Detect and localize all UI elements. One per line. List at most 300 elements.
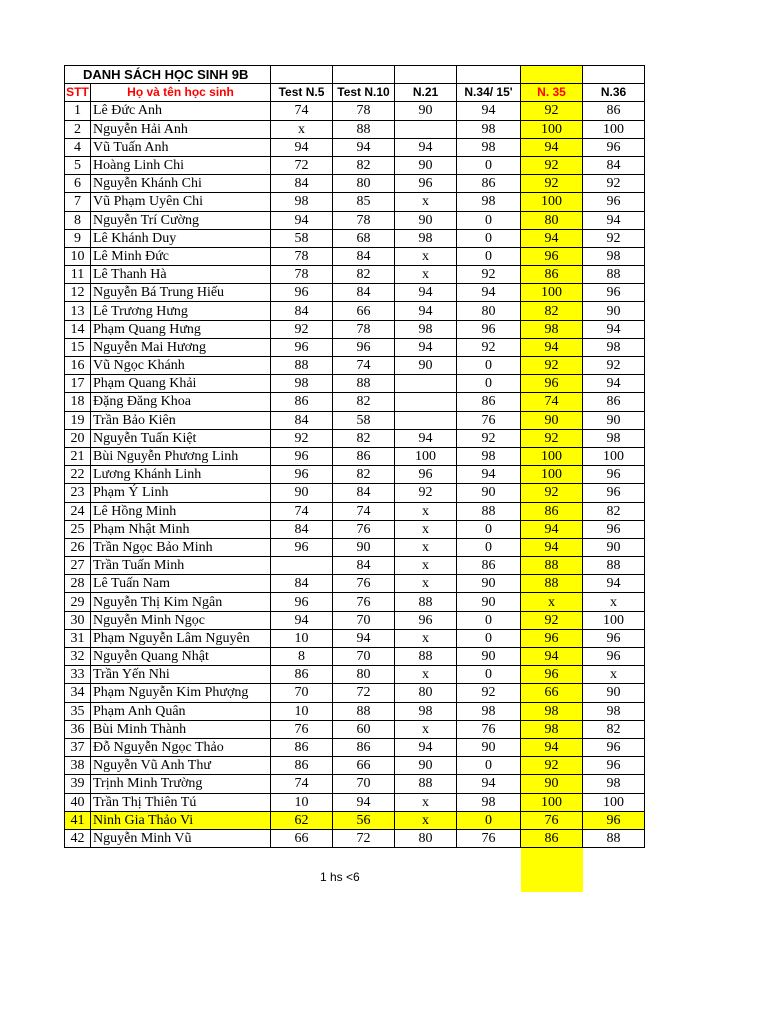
cell-stt: 9	[65, 229, 91, 247]
cell-student-name: Trần Yến Nhi	[91, 666, 271, 684]
table-row	[65, 120, 645, 138]
table-row	[65, 411, 645, 429]
cell-student-name: Nguyễn Minh Ngọc	[91, 611, 271, 629]
header-row	[65, 84, 645, 102]
cell-n36: 92	[583, 357, 645, 375]
cell-n36: 90	[583, 411, 645, 429]
cell-stt: 30	[65, 611, 91, 629]
cell-test-n5: 66	[271, 829, 333, 847]
cell-test-n10: 76	[333, 575, 395, 593]
cell-n21: 94	[395, 284, 457, 302]
table-row	[65, 211, 645, 229]
cell-stt: 22	[65, 466, 91, 484]
cell-test-n10: 82	[333, 429, 395, 447]
cell-student-name: Nguyễn Khánh Chi	[91, 175, 271, 193]
cell-n34: 0	[457, 538, 521, 556]
cell-stt: 34	[65, 684, 91, 702]
cell-student-name: Nguyễn Thị Kim Ngân	[91, 593, 271, 611]
cell-student-name: Nguyễn Tuấn Kiệt	[91, 429, 271, 447]
cell-test-n5: 84	[271, 175, 333, 193]
cell-n35: 100	[521, 466, 583, 484]
cell-n36: x	[583, 666, 645, 684]
table-row	[65, 593, 645, 611]
cell-student-name: Phạm Nguyễn Kim Phượng	[91, 684, 271, 702]
cell-test-n10: 68	[333, 229, 395, 247]
cell-n36: 100	[583, 120, 645, 138]
table-row	[65, 284, 645, 302]
cell-n35: 98	[521, 720, 583, 738]
cell-n36: 96	[583, 484, 645, 502]
table-row	[65, 375, 645, 393]
cell-stt: 28	[65, 575, 91, 593]
header-student-name: Họ và tên học sinh	[91, 84, 271, 102]
cell-test-n5: 86	[271, 738, 333, 756]
cell-n36: 88	[583, 557, 645, 575]
cell-n35: 88	[521, 557, 583, 575]
cell-n36: 84	[583, 156, 645, 174]
cell-n35: 92	[521, 429, 583, 447]
cell-n35: 92	[521, 156, 583, 174]
cell-stt: 35	[65, 702, 91, 720]
cell-test-n5: 94	[271, 211, 333, 229]
cell-n36: 94	[583, 375, 645, 393]
cell-student-name: Lê Hồng Minh	[91, 502, 271, 520]
cell-n35: 92	[521, 757, 583, 775]
cell-test-n10: 84	[333, 284, 395, 302]
cell-student-name: Nguyễn Trí Cường	[91, 211, 271, 229]
cell-n35: 94	[521, 738, 583, 756]
cell-test-n5: 74	[271, 502, 333, 520]
cell-stt: 13	[65, 302, 91, 320]
cell-n21	[395, 393, 457, 411]
cell-stt: 29	[65, 593, 91, 611]
cell-n36: 100	[583, 793, 645, 811]
cell-n21: 96	[395, 466, 457, 484]
cell-test-n10: 94	[333, 629, 395, 647]
table-row	[65, 338, 645, 356]
cell-n34: 94	[457, 102, 521, 120]
cell-n21: 90	[395, 211, 457, 229]
cell-n36: 96	[583, 811, 645, 829]
cell-n34: 0	[457, 247, 521, 265]
cell-n21: x	[395, 557, 457, 575]
header-n35: N. 35	[521, 84, 583, 102]
title-row	[65, 66, 645, 84]
cell-n34: 0	[457, 811, 521, 829]
cell-stt: 25	[65, 520, 91, 538]
cell-test-n5: 76	[271, 720, 333, 738]
cell-n36: 90	[583, 302, 645, 320]
cell-n34: 76	[457, 411, 521, 429]
header-test-n5: Test N.5	[271, 84, 333, 102]
cell-n36: 90	[583, 684, 645, 702]
cell-test-n5: 94	[271, 611, 333, 629]
cell-student-name: Trần Bảo Kiên	[91, 411, 271, 429]
header-stt: STT	[65, 84, 91, 102]
cell-n35: 92	[521, 611, 583, 629]
cell-test-n10: 70	[333, 611, 395, 629]
cell-n21: x	[395, 538, 457, 556]
cell-n35: 90	[521, 411, 583, 429]
cell-stt: 16	[65, 357, 91, 375]
header-n21: N.21	[395, 84, 457, 102]
cell-n34: 80	[457, 302, 521, 320]
cell-test-n10: 82	[333, 393, 395, 411]
cell-n35: 96	[521, 629, 583, 647]
cell-stt: 15	[65, 338, 91, 356]
cell-n34: 88	[457, 502, 521, 520]
cell-student-name: Vũ Phạm Uyên Chi	[91, 193, 271, 211]
cell-test-n5: 10	[271, 793, 333, 811]
cell-n35: 98	[521, 320, 583, 338]
cell-n34: 98	[457, 138, 521, 156]
cell-test-n5: 84	[271, 575, 333, 593]
cell-n35: 92	[521, 102, 583, 120]
table-row	[65, 266, 645, 284]
table-row	[65, 575, 645, 593]
cell-n36: 100	[583, 611, 645, 629]
cell-n21	[395, 120, 457, 138]
cell-stt: 18	[65, 393, 91, 411]
cell-student-name: Nguyễn Mai Hương	[91, 338, 271, 356]
cell-test-n5: 96	[271, 593, 333, 611]
cell-n21: 96	[395, 611, 457, 629]
cell-n34: 86	[457, 175, 521, 193]
cell-test-n5: 70	[271, 684, 333, 702]
cell-n21: x	[395, 266, 457, 284]
cell-n21: 90	[395, 156, 457, 174]
table-row	[65, 320, 645, 338]
cell-student-name: Nguyễn Minh Vũ	[91, 829, 271, 847]
cell-n34: 0	[457, 229, 521, 247]
table-row	[65, 302, 645, 320]
cell-n35: 82	[521, 302, 583, 320]
empty-cell	[521, 66, 583, 84]
cell-test-n10: 74	[333, 502, 395, 520]
table-row	[65, 738, 645, 756]
cell-n34: 0	[457, 375, 521, 393]
cell-n34: 86	[457, 393, 521, 411]
cell-n21: 88	[395, 775, 457, 793]
cell-n34: 0	[457, 357, 521, 375]
cell-test-n10: 94	[333, 793, 395, 811]
cell-test-n10: 58	[333, 411, 395, 429]
cell-stt: 37	[65, 738, 91, 756]
cell-n21: 94	[395, 302, 457, 320]
table-row	[65, 466, 645, 484]
cell-n21: x	[395, 666, 457, 684]
cell-n36: 92	[583, 175, 645, 193]
table-row	[65, 229, 645, 247]
cell-test-n5: 92	[271, 429, 333, 447]
cell-n21: 92	[395, 484, 457, 502]
cell-test-n5: 78	[271, 266, 333, 284]
cell-n21: 88	[395, 593, 457, 611]
table-row	[65, 538, 645, 556]
cell-n21: 94	[395, 338, 457, 356]
cell-n21: x	[395, 629, 457, 647]
cell-n34: 94	[457, 775, 521, 793]
cell-test-n10: 72	[333, 829, 395, 847]
header-test-n10: Test N.10	[333, 84, 395, 102]
cell-test-n5: 96	[271, 447, 333, 465]
cell-test-n5: 96	[271, 466, 333, 484]
cell-n36: 82	[583, 502, 645, 520]
empty-cell	[395, 66, 457, 84]
cell-test-n5	[271, 557, 333, 575]
cell-n21: x	[395, 193, 457, 211]
table-row	[65, 611, 645, 629]
cell-stt: 32	[65, 648, 91, 666]
empty-cell	[333, 66, 395, 84]
cell-n36: 100	[583, 447, 645, 465]
cell-test-n10: 72	[333, 684, 395, 702]
table-row	[65, 156, 645, 174]
cell-n35: 100	[521, 193, 583, 211]
cell-n35: 88	[521, 575, 583, 593]
cell-student-name: Phạm Quang Hưng	[91, 320, 271, 338]
cell-stt: 31	[65, 629, 91, 647]
cell-n34: 98	[457, 447, 521, 465]
cell-n21: 80	[395, 684, 457, 702]
cell-n35: 94	[521, 538, 583, 556]
sheet-title: DANH SÁCH HỌC SINH 9B	[65, 66, 271, 84]
cell-n35: 96	[521, 666, 583, 684]
table-row	[65, 102, 645, 120]
cell-n36: 90	[583, 538, 645, 556]
cell-test-n5: 74	[271, 102, 333, 120]
n35-highlight-strip	[521, 848, 583, 893]
cell-student-name: Bùi Nguyễn Phương Linh	[91, 447, 271, 465]
cell-n21: 90	[395, 357, 457, 375]
cell-n36: 92	[583, 229, 645, 247]
cell-test-n5: 62	[271, 811, 333, 829]
cell-n21: 94	[395, 138, 457, 156]
cell-n21: x	[395, 720, 457, 738]
empty-cell	[271, 66, 333, 84]
cell-student-name: Lê Trương Hưng	[91, 302, 271, 320]
empty-cell	[457, 66, 521, 84]
table-row	[65, 193, 645, 211]
cell-student-name: Nguyễn Vũ Anh Thư	[91, 757, 271, 775]
cell-n34: 0	[457, 520, 521, 538]
cell-test-n5: x	[271, 120, 333, 138]
cell-n35: 96	[521, 247, 583, 265]
cell-n36: 98	[583, 247, 645, 265]
cell-n36: 86	[583, 102, 645, 120]
table-row	[65, 429, 645, 447]
cell-n36: 98	[583, 338, 645, 356]
cell-test-n5: 10	[271, 629, 333, 647]
cell-student-name: Lương Khánh Linh	[91, 466, 271, 484]
cell-test-n10: 78	[333, 320, 395, 338]
table-row	[65, 447, 645, 465]
cell-student-name: Trần Tuấn Minh	[91, 557, 271, 575]
cell-student-name: Bùi Minh Thành	[91, 720, 271, 738]
cell-n35: 92	[521, 357, 583, 375]
cell-student-name: Phạm Anh Quân	[91, 702, 271, 720]
cell-test-n10: 86	[333, 447, 395, 465]
cell-stt: 11	[65, 266, 91, 284]
cell-n36: 88	[583, 829, 645, 847]
cell-stt: 14	[65, 320, 91, 338]
cell-student-name: Hoàng Linh Chi	[91, 156, 271, 174]
cell-n35: x	[521, 593, 583, 611]
table-row	[65, 666, 645, 684]
cell-n34: 92	[457, 266, 521, 284]
cell-n34: 96	[457, 320, 521, 338]
cell-student-name: Trần Ngọc Bảo Minh	[91, 538, 271, 556]
cell-test-n10: 66	[333, 757, 395, 775]
cell-n35: 92	[521, 175, 583, 193]
cell-stt: 20	[65, 429, 91, 447]
table-row	[65, 175, 645, 193]
cell-n35: 90	[521, 775, 583, 793]
cell-n21: x	[395, 247, 457, 265]
cell-n36: 86	[583, 393, 645, 411]
cell-stt: 21	[65, 447, 91, 465]
cell-stt: 40	[65, 793, 91, 811]
cell-n34: 0	[457, 757, 521, 775]
cell-n21: 90	[395, 757, 457, 775]
cell-test-n10: 82	[333, 156, 395, 174]
cell-n34: 90	[457, 575, 521, 593]
cell-n36: x	[583, 593, 645, 611]
cell-test-n10: 85	[333, 193, 395, 211]
cell-n34: 98	[457, 120, 521, 138]
cell-test-n10: 86	[333, 738, 395, 756]
cell-test-n10: 76	[333, 520, 395, 538]
cell-n21: 98	[395, 320, 457, 338]
cell-test-n10: 82	[333, 266, 395, 284]
cell-test-n10: 90	[333, 538, 395, 556]
cell-n35: 100	[521, 120, 583, 138]
cell-n34: 0	[457, 666, 521, 684]
cell-test-n10: 70	[333, 775, 395, 793]
cell-stt: 38	[65, 757, 91, 775]
cell-test-n5: 58	[271, 229, 333, 247]
cell-test-n10: 82	[333, 466, 395, 484]
cell-n21: 80	[395, 829, 457, 847]
cell-n21: 98	[395, 702, 457, 720]
cell-test-n5: 92	[271, 320, 333, 338]
cell-student-name: Nguyễn Quang Nhật	[91, 648, 271, 666]
cell-n34: 98	[457, 702, 521, 720]
cell-test-n10: 94	[333, 138, 395, 156]
table-row	[65, 793, 645, 811]
empty-cell	[457, 848, 521, 893]
cell-test-n5: 10	[271, 702, 333, 720]
table-row	[65, 757, 645, 775]
table-row	[65, 702, 645, 720]
cell-test-n5: 96	[271, 338, 333, 356]
cell-n21: 94	[395, 738, 457, 756]
cell-stt: 36	[65, 720, 91, 738]
table-row	[65, 648, 645, 666]
cell-n34: 90	[457, 738, 521, 756]
cell-n36: 94	[583, 211, 645, 229]
cell-student-name: Lê Khánh Duy	[91, 229, 271, 247]
cell-test-n10: 70	[333, 648, 395, 666]
cell-n36: 96	[583, 738, 645, 756]
cell-test-n10: 80	[333, 175, 395, 193]
cell-n36: 98	[583, 702, 645, 720]
cell-n35: 86	[521, 829, 583, 847]
cell-test-n10: 84	[333, 247, 395, 265]
cell-n21: x	[395, 793, 457, 811]
cell-student-name: Lê Đức Anh	[91, 102, 271, 120]
cell-n35: 74	[521, 393, 583, 411]
cell-student-name: Nguyễn Hải Anh	[91, 120, 271, 138]
table-row	[65, 393, 645, 411]
cell-n35: 98	[521, 702, 583, 720]
cell-n35: 100	[521, 447, 583, 465]
cell-test-n5: 84	[271, 520, 333, 538]
cell-test-n10: 80	[333, 666, 395, 684]
cell-test-n10: 88	[333, 702, 395, 720]
cell-n21: 98	[395, 229, 457, 247]
cell-stt: 17	[65, 375, 91, 393]
cell-n36: 96	[583, 193, 645, 211]
cell-n34: 94	[457, 466, 521, 484]
cell-n35: 86	[521, 266, 583, 284]
cell-test-n5: 72	[271, 156, 333, 174]
header-n34: N.34/ 15'	[457, 84, 521, 102]
table-row	[65, 775, 645, 793]
cell-test-n10: 88	[333, 375, 395, 393]
cell-n36: 98	[583, 775, 645, 793]
cell-n36: 94	[583, 320, 645, 338]
cell-test-n5: 86	[271, 393, 333, 411]
table-row	[65, 720, 645, 738]
cell-n34: 86	[457, 557, 521, 575]
cell-test-n5: 86	[271, 757, 333, 775]
cell-student-name: Phạm Quang Khải	[91, 375, 271, 393]
cell-n35: 94	[521, 648, 583, 666]
empty-cell	[583, 848, 645, 893]
cell-student-name: Đỗ Nguyễn Ngọc Thảo	[91, 738, 271, 756]
table-row	[65, 357, 645, 375]
cell-n36: 88	[583, 266, 645, 284]
cell-n34: 92	[457, 338, 521, 356]
cell-n34: 90	[457, 593, 521, 611]
cell-n21	[395, 375, 457, 393]
cell-student-name: Ninh Gia Thảo Vi	[91, 811, 271, 829]
cell-stt: 6	[65, 175, 91, 193]
cell-stt: 33	[65, 666, 91, 684]
table-row	[65, 520, 645, 538]
cell-n21: 100	[395, 447, 457, 465]
cell-test-n10: 88	[333, 120, 395, 138]
cell-n35: 80	[521, 211, 583, 229]
cell-stt: 24	[65, 502, 91, 520]
cell-stt: 23	[65, 484, 91, 502]
empty-cell	[65, 848, 91, 893]
cell-stt: 19	[65, 411, 91, 429]
cell-n36: 98	[583, 429, 645, 447]
cell-n35: 100	[521, 793, 583, 811]
cell-student-name: Phạm Ý Linh	[91, 484, 271, 502]
cell-n21: 90	[395, 102, 457, 120]
cell-n36: 96	[583, 629, 645, 647]
cell-n34: 0	[457, 629, 521, 647]
cell-n35: 94	[521, 229, 583, 247]
cell-test-n10: 96	[333, 338, 395, 356]
cell-n35: 86	[521, 502, 583, 520]
cell-stt: 39	[65, 775, 91, 793]
cell-n35: 76	[521, 811, 583, 829]
cell-student-name: Phạm Nguyễn Lâm Nguyên	[91, 629, 271, 647]
